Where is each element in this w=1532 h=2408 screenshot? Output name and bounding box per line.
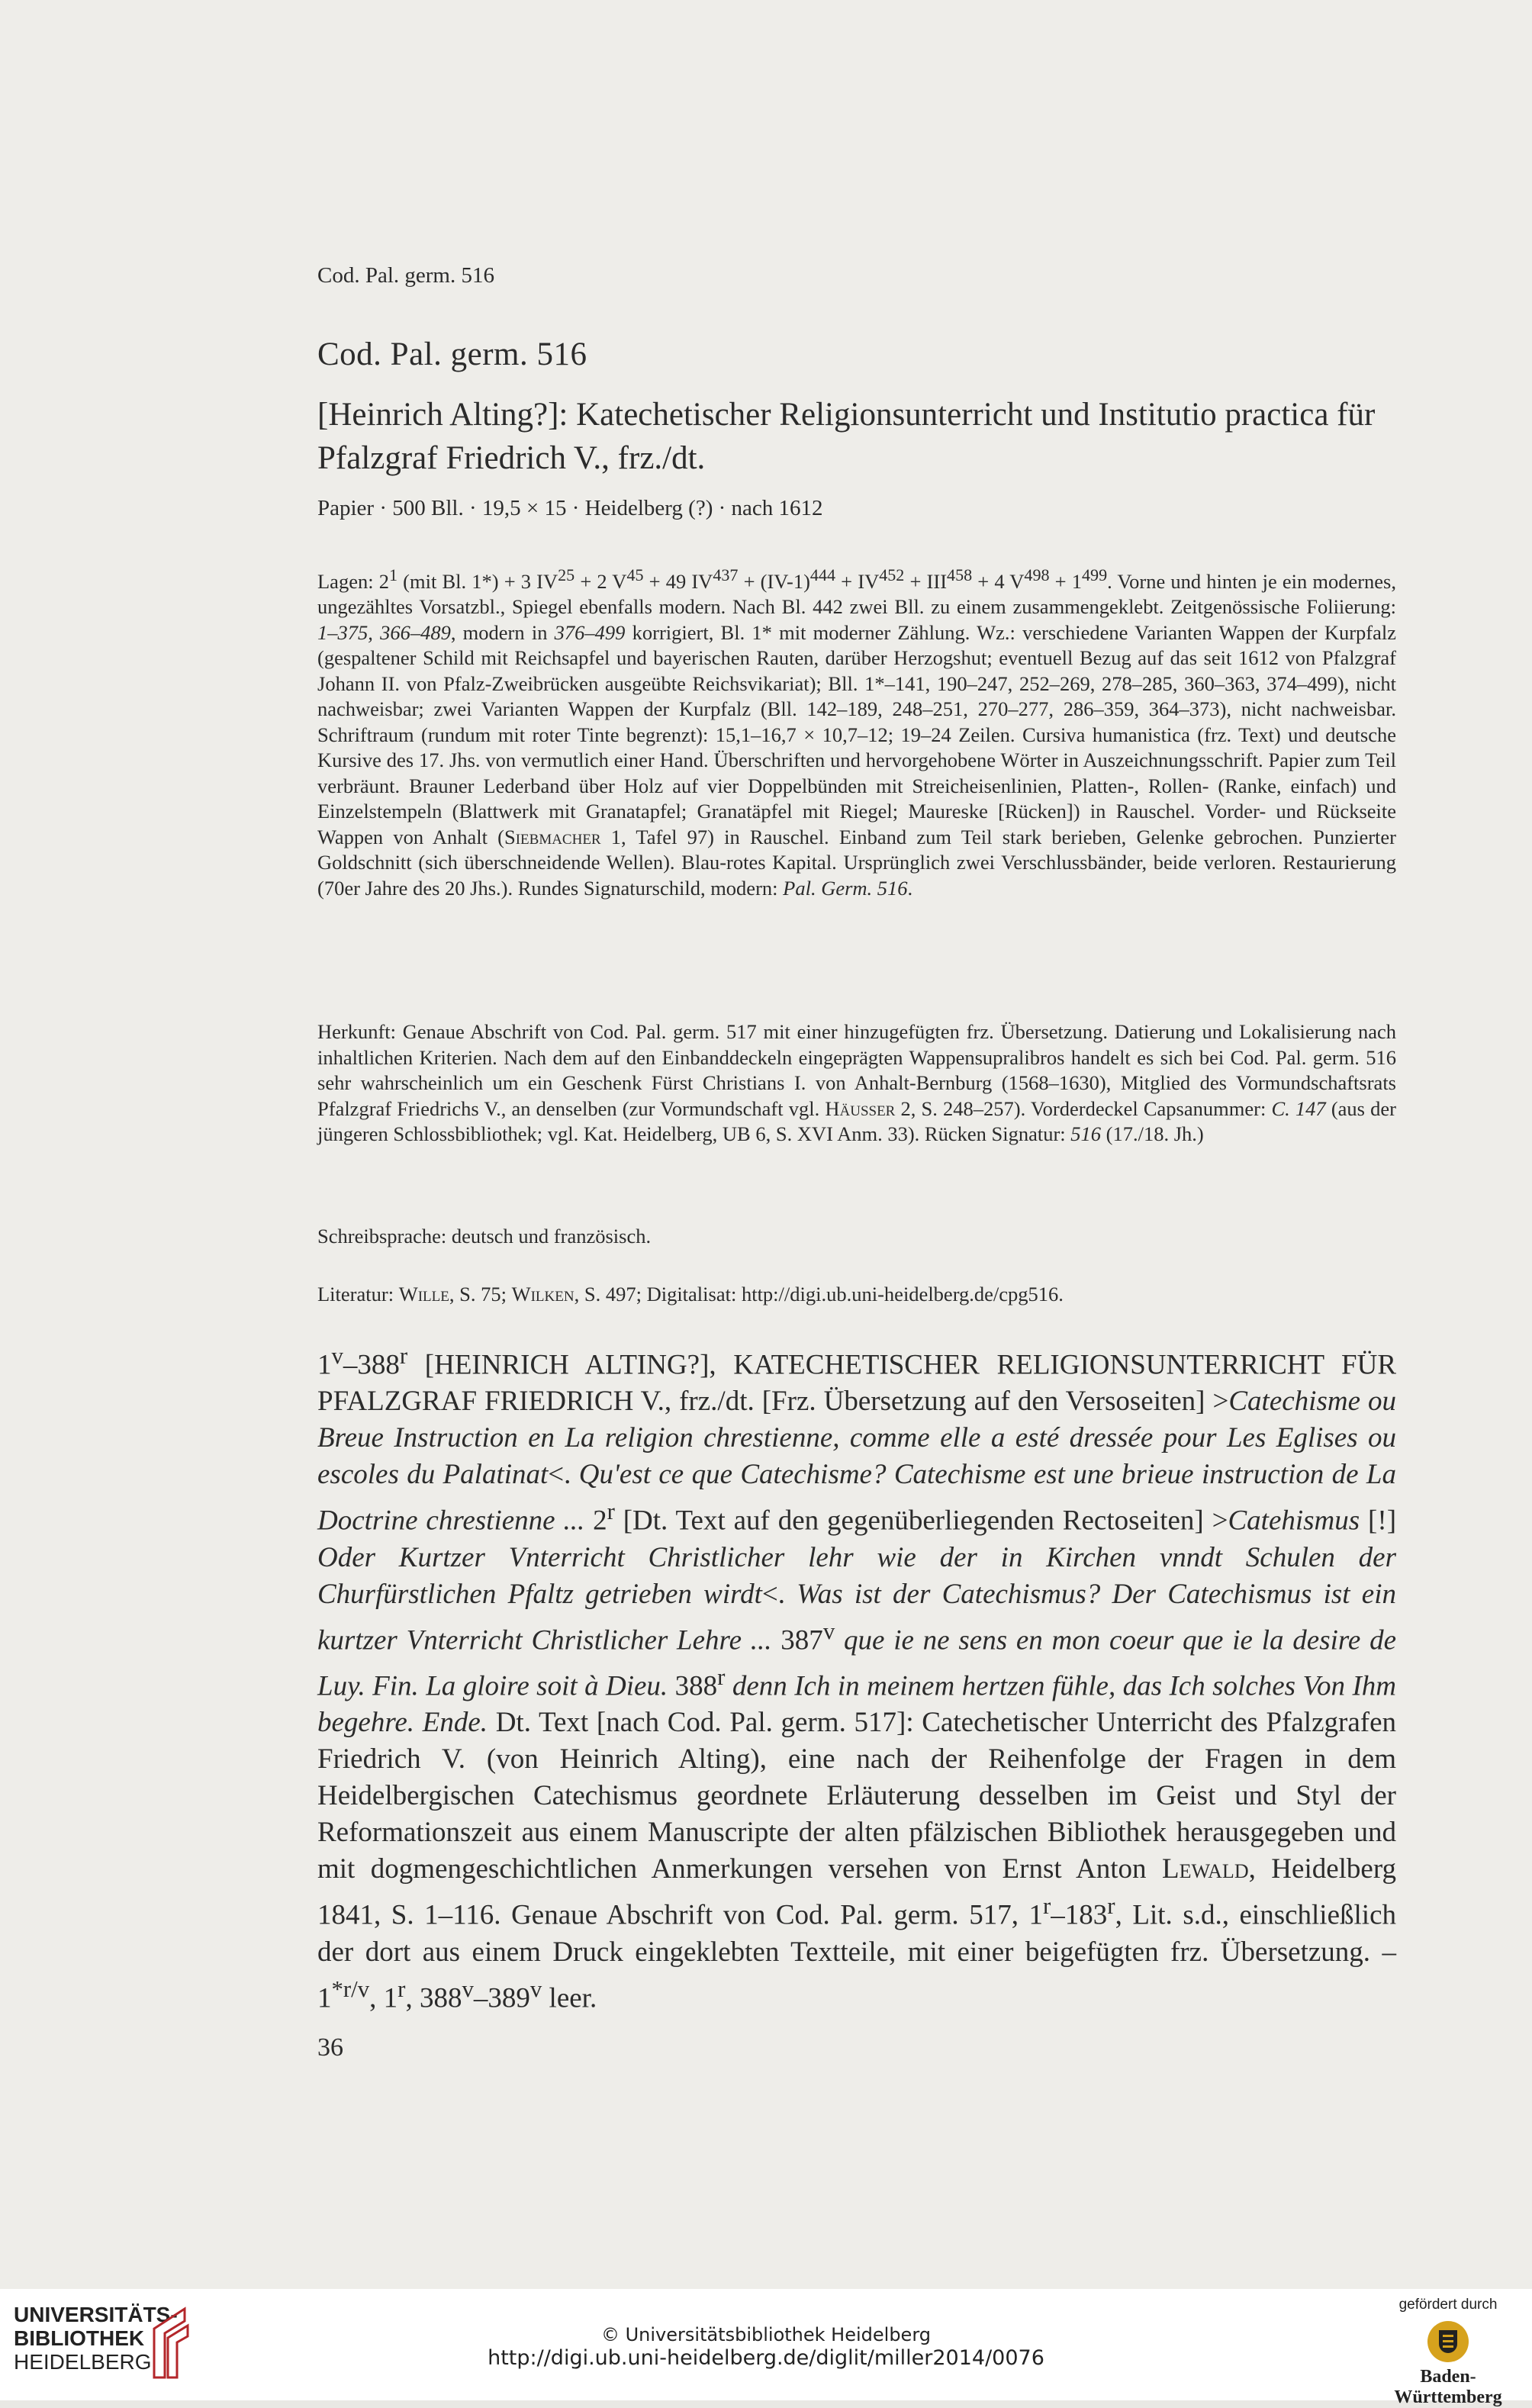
logo-line-2: BIBLIOTHEK bbox=[14, 2326, 145, 2350]
herkunft-paragraph: Herkunft: Genaue Abschrift von Cod. Pal. germ. 517 mit einer hinzugefügten frz. Übersetzung. Datierung und Lokalisierung nach inhaltlichen Kriterien. Nach dem auf den Einbanddeckeln eingeprägten Wappensupralibros handelt es sich bei Cod. Pal. germ. 516 sehr wahrscheinlich um ein Geschenk Fürst Christians I. von Anhalt-Bernburg (1568–1630), Mitglied des Vormundschaftsrats Pfalzgraf Friedrichs V., an denselben (zur Vormundschaft vgl. Häusser 2, S. 248–257). Vorderdeckel Capsanummer: C. 147 (aus der jüngeren Schlossbibliothek; vgl. Kat. Heidelberg, UB 6, S. XVI Anm. 33). Rücken Signatur: 516 (17./18. Jh.) bbox=[317, 1020, 1396, 1145]
funder-block bbox=[1379, 2297, 1517, 2408]
schreibsprache-paragraph: Schreibsprache: deutsch und französisch. bbox=[317, 1225, 652, 1247]
state-crest-icon bbox=[1427, 2321, 1469, 2362]
literatur-paragraph: Literatur: Wille, S. 75; Wilken, S. 497; Digitalisat: http://digi.ub.uni-heidelberg.de/cpg516. bbox=[317, 1283, 1064, 1305]
manuscript-signature: Cod. Pal. germ. 516 bbox=[317, 336, 587, 372]
physical-description: Papier · 500 Bll. · 19,5 × 15 · Heidelberg (?) · nach 1612 bbox=[317, 496, 823, 520]
funder-name: Baden-Württemberg bbox=[1394, 2367, 1502, 2407]
footer-bar bbox=[0, 2289, 1532, 2407]
funded-by-label: gefördert durch bbox=[1398, 2297, 1498, 2313]
page-number: 36 bbox=[317, 2033, 343, 2062]
permalink-url[interactable]: http://digi.ub.uni-heidelberg.de/diglit/miller2014/0076 bbox=[488, 2346, 1044, 2370]
logo-line-3: HEIDELBERG bbox=[14, 2350, 152, 2374]
content-description: 1$^v$–388$^r$ [HEINRICH ALTING?], KATECHETISCHER RELIGIONSUNTERRICHT FÜR PFALZGRAF FRIEDRICH V., frz./dt. [Frz. Übersetzung auf den Versoseiten] >Catechisme ou Breue Instruction en La religion chrestienne, comme elle a esté dressée pour Les Eglises ou escoles du Palatinat<. Qu'est ce que Catechisme? Catechisme est une brieue instruction de La Doctrine chrestienne ... 2$^r$ [Dt. Text auf den gegenüberliegenden Rectoseiten] >Catehismus [!] Oder Kurtzer Vnterricht Christlicher lehr wie der in Kirchen vnndt Schulen der Churfürstlichen Pfaltz getrieben wirdt<. Was ist der Catechismus? Der Catechismus ist ein kurtzer Vnterricht Christlicher Lehre ... 387$^v$ que ie ne sens en mon coeur que ie la desire de Luy. Fin. La gloire soit à Dieu. 388$^r$ denn Ich in meinem hertzen fühle, das Ich solches Von Ihm begehre. Ende. Dt. Text [nach Cod. Pal. germ. 517]: Catechetischer Unterricht des Pfalzgrafen Friedrich V. (von Heinrich Alting), eine nach der Reihenfolge der Fragen in dem Heidelbergischen Catechismus geordnete Erläuterung desselben im Geist und Styl der Reformationszeit aus einem Manuscripte der alten pfälzischen Bibliothek herausgegeben und mit dogmengeschichtlichen Anmerkungen versehen von Ernst Anton Lewald, Heidelberg 1841, S. 1–116. Genaue Abschrift von Cod. Pal. germ. 517, 1$^r$–183$^r$, Lit. s.d., einschließlich der dort aus einem Druck eingeklebten Textteile, mit einer beigefügten frz. Übersetzung. – $1^{*r/v}$, 1$^r$, 388$^v$–389$^v$ leer. bbox=[317, 1343, 1397, 2014]
logo-line-1: UNIVERSITÄTS- bbox=[14, 2303, 178, 2326]
manuscript-title: [Heinrich Alting?]: Katechetischer Religionsunterricht und Institutio practica für Pfalzgraf Friedrich V., frz./dt. bbox=[317, 397, 1376, 476]
running-head: Cod. Pal. germ. 516 bbox=[317, 263, 494, 288]
lagen-paragraph: Lagen: $2^1$ (mit Bl. 1*) + 3 $IV^{25} + 2$ $V^{45} + 49$ $IV^{437} + (IV-1)^{444} + IV^{452} + III^{458} + 4$ $V^{498} + 1^{499}$. Vorne und hinten je ein modernes, ungezähltes Vorsatzbl., Spiegel ebenfalls modern. Nach Bl. 442 zwei Bll. zu einem zusammengeklebt. Zeitgenössische Foliierung: 1–375, 366–489, modern in 376–499 korrigiert, Bl. 1* mit moderner Zählung. Wz.: verschiedene Varianten Wappen der Kurpfalz (gespaltener Schild mit Reichsapfel und bayerischen Rauten, darüber Herzogshut; eventuell Bezug auf das seit 1612 von Pfalzgraf Johann II. von Pfalz-Zweibrücken ausgeübte Reichsvikariat); Bll. 1*–141, 190–247, 252–269, 278–285, 360–363, 374–499), nicht nachweisbar; zwei Varianten Wappen der Kurpfalz (Bll. 142–189, 248–251, 270–277, 286–359, 364–373), nicht nachweisbar. Schriftraum (rundum mit roter Tinte begrenzt): 15,1–16,7 × 10,7–12; 19–24 Zeilen. Cursiva humanistica (frz. Text) und deutsche Kursive des 17. Jhs. von vermutlich einer Hand. Überschriften und hervorgehobene Wörter in Auszeichnungsschrift. Papier zum Teil verbräunt. Brauner Lederband über Holz auf vier Doppelbünden mit Streicheisenlinien, Platten-, Rollen- (Ranke, einfach) und Einzelstempeln (Blattwerk mit Granatapfel; Granatäpfel mit Riegel; Maureske [Rücken]) in Rauschel. Vorder- und Rückseite Wappen von Anhalt (Siebmacher 1, Tafel 97) in Rauschel. Einband zum Teil stark berieben, Gelenke gebrochen. Punzierter Goldschnitt (sich überschneidende Wellen). Blau-rotes Kapital. Ursprünglich zwei Verschlussbänder, beide verloren. Restaurierung (70er Jahre des 20 Jhs.). Rundes Signaturschild, modern: Pal. Germ. 516. bbox=[317, 565, 1396, 900]
copyright-notice: © Universitätsbibliothek Heidelberg bbox=[600, 2324, 931, 2345]
